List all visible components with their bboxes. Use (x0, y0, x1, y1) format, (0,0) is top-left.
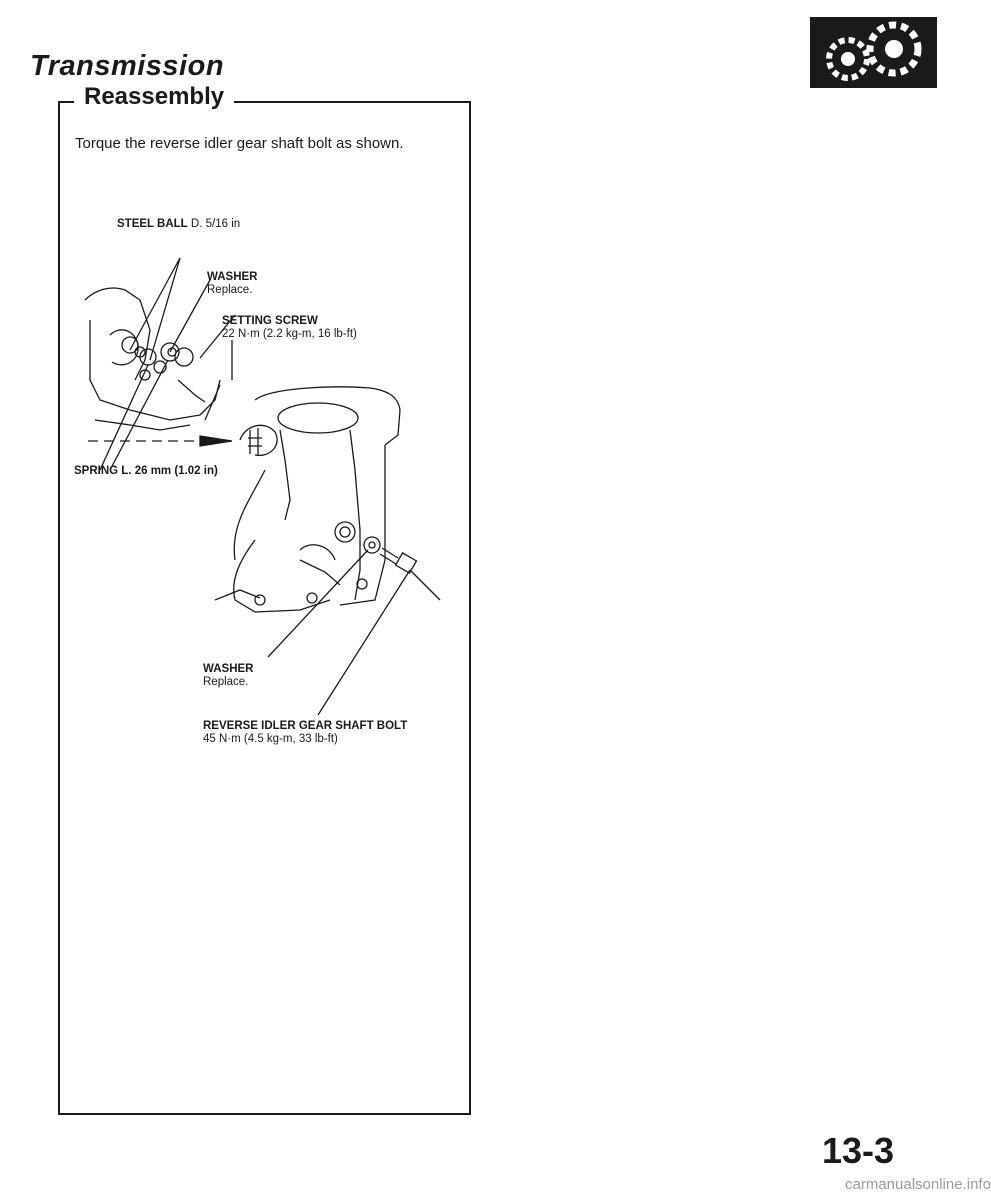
washer-top-label: WASHER Replace. (207, 271, 258, 296)
page-number: 13-3 (822, 1130, 895, 1171)
spring-label: SPRING L. 26 mm (1.02 in) (74, 465, 218, 477)
footer-watermark: carmanualsonline.info (845, 1176, 991, 1193)
instruction-text: Torque the reverse idler gear shaft bolt as shown. (75, 135, 404, 152)
section-heading: Reassembly (74, 83, 234, 111)
washer-bottom-label: WASHER Replace. (203, 663, 254, 688)
page-title: Transmission (30, 50, 225, 82)
steel-ball-label: STEEL BALL D. 5/16 in (117, 218, 241, 230)
reverse-idler-bolt-label: REVERSE IDLER GEAR SHAFT BOLT 45 N·m (4.5 kg-m, 33 lb-ft) (203, 720, 408, 745)
setting-screw-label: SETTING SCREW 22 N·m (2.2 kg-m, 16 lb-ft) (222, 315, 357, 340)
